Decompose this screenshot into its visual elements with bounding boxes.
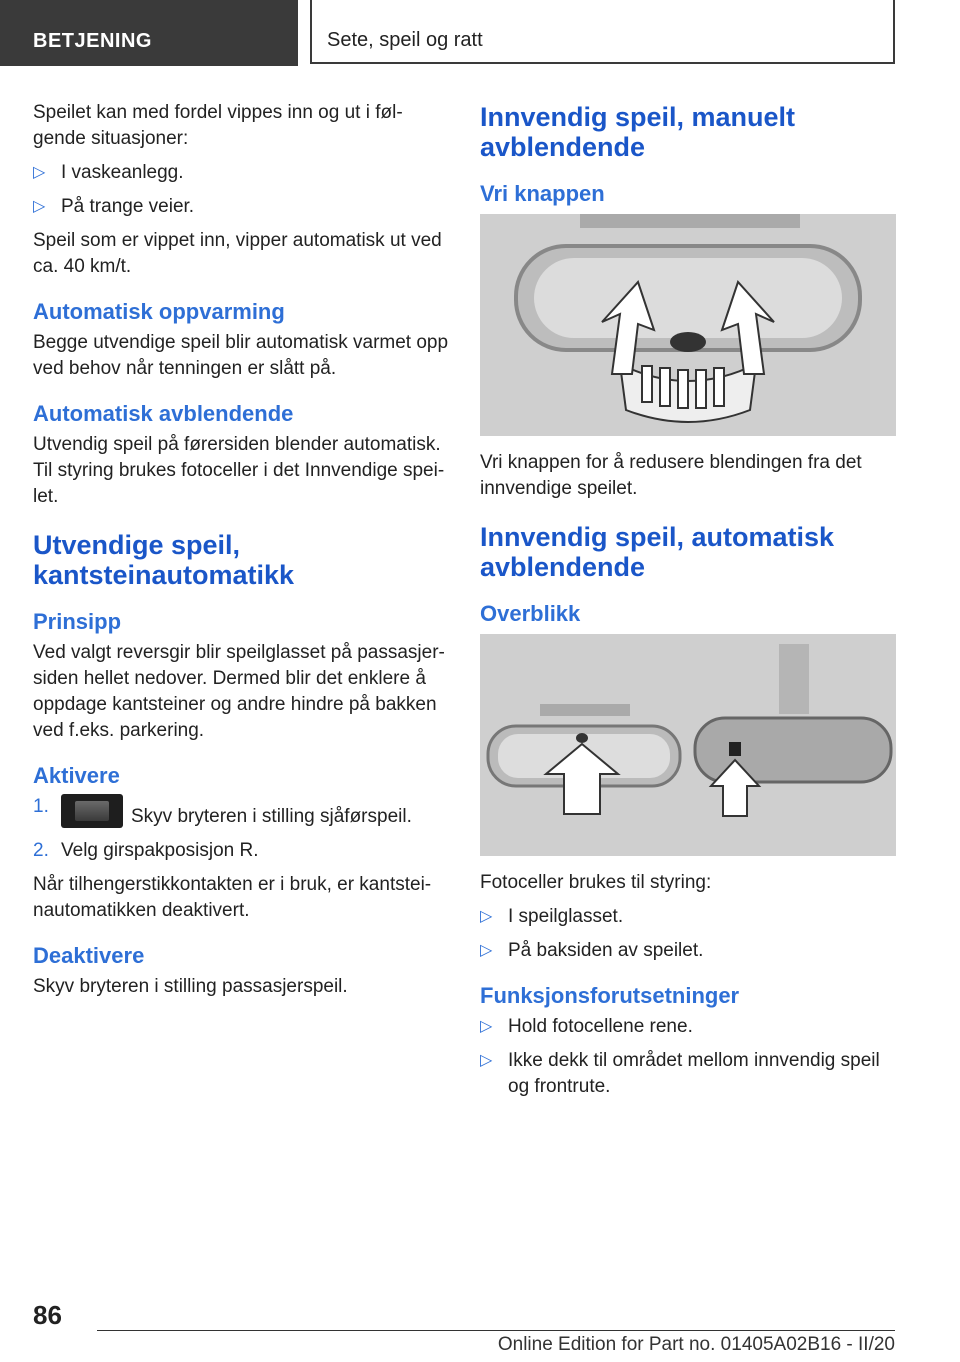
heading-kantsteinautomatikk: Utvendige speil, kantsteinautomatikk	[33, 530, 295, 590]
heading-automatisk-avblendende: Automatisk avblendende	[33, 401, 294, 426]
heading-overblikk: Overblikk	[480, 601, 581, 626]
list-item: ▷ I speilglasset.	[480, 904, 896, 930]
bullet-triangle-icon: ▷	[480, 1052, 493, 1069]
list-item: 2. Velg girspakposisjon R.	[33, 840, 259, 861]
left-column	[33, 100, 449, 1008]
heading-funksjonsforutsetninger: Funksjonsforutsetninger	[480, 983, 740, 1008]
heading-aktivere: Aktivere	[33, 763, 120, 788]
paragraph: Skyv bryteren i stilling passasjerspeil.	[33, 976, 348, 997]
paragraph: Ved valgt reversgir blir speilglasset på passasjersiden hellet nedover. Dermed blir det enklere å oppdage kantsteiner og andre hindre på bakken ved f.eks. parkering.	[33, 642, 445, 741]
intro-paragraph: Speilet kan med fordel vippes inn og ut i følgende situasjoner:	[33, 102, 403, 149]
mirror-front-image	[480, 634, 687, 856]
list-item: ▷ I vaskeanlegg.	[33, 160, 449, 186]
list-item: ▷ Ikke dekk til området mellom innvendig speil og frontrute.	[480, 1050, 880, 1097]
bullet-triangle-icon: ▷	[480, 908, 493, 925]
heading-vri-knappen: Vri knappen	[480, 181, 605, 206]
heading-automatisk-oppvarming: Automatisk oppvarming	[33, 299, 285, 324]
mirror-switch-icon	[61, 794, 123, 828]
section-label: BETJENING	[0, 0, 298, 66]
bullet-triangle-icon: ▷	[480, 1018, 493, 1035]
photocell-overview-image	[480, 634, 896, 856]
mirror-back-image	[689, 634, 896, 856]
photocell-list	[480, 904, 896, 964]
page-header	[0, 0, 960, 66]
page-number: 86	[33, 1300, 62, 1330]
list-item: 1. Skyv bryteren i stilling sjåførspeil.	[33, 796, 412, 827]
paragraph: Speil som er vippet inn, vipper automatisk ut ved ca. 40 km/t.	[33, 230, 442, 277]
paragraph: Fotoceller brukes til styring:	[480, 872, 712, 893]
heading-prinsipp: Prinsipp	[33, 609, 122, 634]
bullet-triangle-icon: ▷	[33, 164, 46, 181]
list-item: ▷ På trange veier.	[33, 194, 449, 220]
paragraph: Vri knappen for å redusere blendingen fra det innvendige speilet.	[480, 452, 862, 499]
paragraph: Når tilhengerstikkontakten er i bruk, er kantsteinautomatikken deaktivert.	[33, 874, 432, 921]
heading-deaktivere: Deaktivere	[33, 943, 145, 968]
situations-list	[33, 160, 449, 220]
edition-note: Online Edition for Part no. 01405A02B16 - II/20	[497, 1334, 895, 1355]
heading-automatisk-avblendende-innvendig: Innvendig speil, automatisk avblendende	[480, 522, 835, 582]
heading-manuelt-avblendende: Innvendig speil, manuelt avblendende	[480, 102, 796, 162]
paragraph: Utvendig speil på førersiden blender automatisk. Til styring brukes fotoceller i det Innvendige speilet.	[33, 434, 445, 507]
requirements-list	[480, 1014, 896, 1100]
list-item: ▷ Hold fotocellene rene.	[480, 1014, 896, 1040]
list-item: ▷ På baksiden av speilet.	[480, 938, 896, 964]
bullet-triangle-icon: ▷	[33, 198, 46, 215]
steps-list	[33, 794, 449, 864]
right-column	[480, 100, 896, 1108]
bullet-triangle-icon: ▷	[480, 942, 493, 959]
footer-divider	[97, 1330, 895, 1331]
paragraph: Begge utvendige speil blir automatisk varmet opp ved behov når tenningen er slått på.	[33, 332, 449, 379]
chapter-title: Sete, speil og ratt	[310, 0, 895, 64]
mirror-knob-image	[480, 214, 896, 436]
